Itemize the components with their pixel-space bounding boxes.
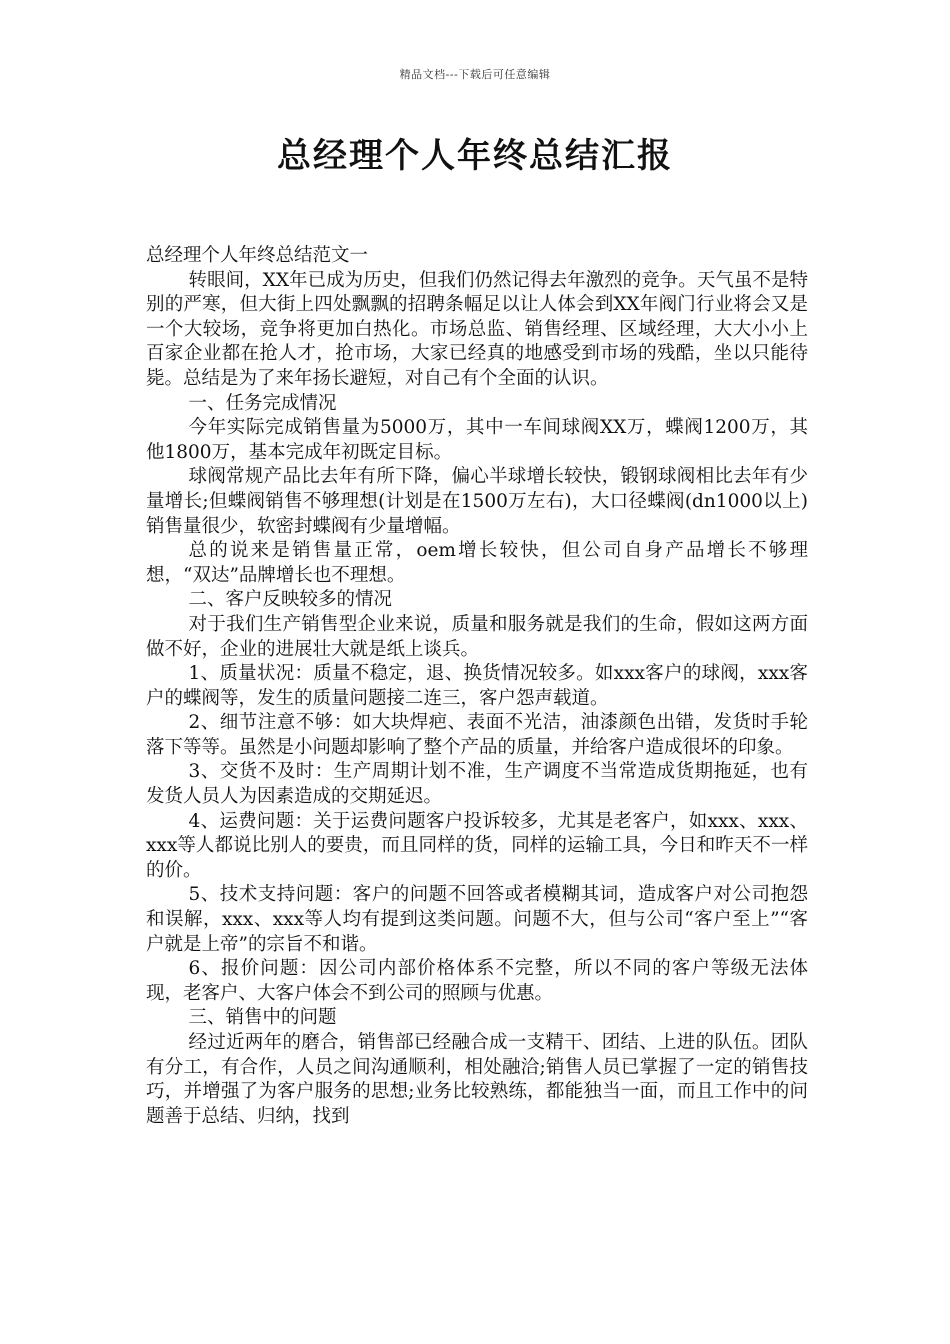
list-item: 2、细节注意不够：如大块焊疤、表面不光洁，油漆颜色出错，发货时手轮落下等等。虽然是小问题却影响了整个产品的质量，并给客户造成很坏的印象。 xyxy=(146,712,808,758)
header-note: 精品文档---下载后可任意编辑 xyxy=(399,68,551,81)
section-heading: 三、销售中的问题 xyxy=(188,1007,337,1029)
section-heading: 一、任务完成情况 xyxy=(188,392,337,414)
paragraph: 经过近两年的磨合，销售部已经融合成一支精干、团结、上进的队伍。团队有分工，有合作，人员之间沟通顺利，相处融洽;销售人员已掌握了一定的销售技巧，并增强了为客户服务的思想;业务比较熟练，都能独当一面，而且工作中的问题善于总结、归纳，找到 xyxy=(146,1032,808,1127)
paragraph: 今年实际完成销售量为5000万，其中一车间球阀XX万，蝶阀1200万，其他1800万，基本完成年初既定目标。 xyxy=(146,417,808,463)
list-item: 5、技术支持问题：客户的问题不回答或者模糊其词，造成客户对公司抱怨和误解，xxx、xxx等人均有提到这类问题。问题不大，但与公司“客户至上”“客户就是上帝”的宗旨不和谐。 xyxy=(146,884,808,955)
document-body xyxy=(146,244,808,1129)
section-heading: 二、客户反映较多的情况 xyxy=(188,589,393,611)
list-item: 6、报价问题：因公司内部价格体系不完整，所以不同的客户等级无法体现，老客户、大客户体会不到公司的照顾与优惠。 xyxy=(146,958,808,1004)
list-item: 3、交货不及时：生产周期计划不准，生产调度不当常造成货期拖延，也有发货人员人为因素造成的交期延迟。 xyxy=(146,761,808,808)
paragraph: 总的说来是销售量正常，oem增长较快，但公司自身产品增长不够理想，“双达”品牌增长也不理想。 xyxy=(146,540,808,586)
section-subtitle: 总经理个人年终总结范文一 xyxy=(146,245,369,266)
paragraph: 转眼间，XX年已成为历史，但我们仍然记得去年激烈的竞争。天气虽不是特别的严寒，但大街上四处飘飘的招聘条幅足以让人体会到XX年阀门行业将会又是一个大较场，竞争将更加白热化。市场总监、销售经理、区域经理，大大小小上百家企业都在抢人才，抢市场，大家已经真的地感受到市场的残酷，坐以只能待毙。总结是为了来年扬长避短，对自己有个全面的认识。 xyxy=(146,269,808,389)
paragraph: 对于我们生产销售型企业来说，质量和服务就是我们的生命，假如这两方面做不好，企业的进展壮大就是纸上谈兵。 xyxy=(146,613,808,660)
list-item: 4、运费问题：关于运费问题客户投诉较多，尤其是老客户，如xxx、xxx、xxx等人都说比别人的要贵，而且同样的货，同样的运输工具，今日和昨天不一样的价。 xyxy=(146,810,808,881)
page-title: 总经理个人年终总结汇报 xyxy=(277,136,673,176)
paragraph: 球阀常规产品比去年有所下降，偏心半球增长较快，锻钢球阀相比去年有少量增长;但蝶阀销售不够理想(计划是在1500万左右)，大口径蝶阀(dn1000以上)销售量很少，软密封蝶阀有少量增幅。 xyxy=(146,466,808,537)
list-item: 1、质量状况：质量不稳定，退、换货情况较多。如xxx客户的球阀，xxx客户的蝶阀等，发生的质量问题接二连三，客户怨声载道。 xyxy=(146,663,808,709)
